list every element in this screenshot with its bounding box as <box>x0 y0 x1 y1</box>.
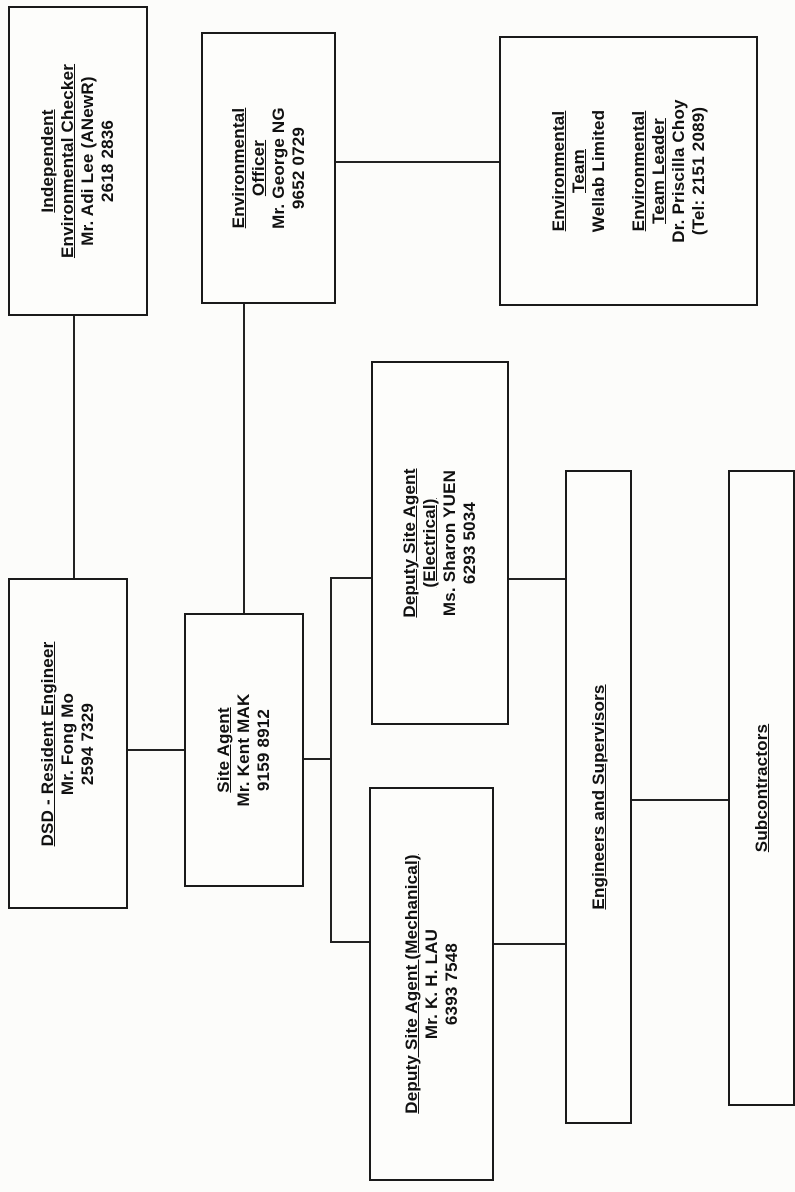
et-leader-name: Dr. Priscilla Choy <box>668 99 688 243</box>
eo-title-line1: Environmental <box>228 107 248 229</box>
subcontractors-box <box>728 470 795 1106</box>
et-company: Wellab Limited <box>588 109 608 233</box>
dsd-phone: 2594 7329 <box>78 702 97 785</box>
et-leader-line2: Team Leader <box>648 118 668 224</box>
deputy-site-agent-mechanical-box <box>369 787 494 1181</box>
eo-title-line2: Officer <box>248 139 268 197</box>
et-team-line1: Environmental <box>548 110 568 232</box>
iec-box <box>8 6 148 316</box>
dsa-mech-phone: 6393 7548 <box>441 942 461 1026</box>
dsa-elec-title-line2: (Electrical) <box>420 498 439 588</box>
iec-name: Mr. Adi Lee (ANewR) <box>78 76 97 246</box>
engineers-supervisors-box <box>565 470 632 1124</box>
connector-bracket-mech <box>330 941 372 943</box>
connector-site-agent-eo <box>243 303 245 613</box>
iec-title-line2: Environmental Checker <box>58 63 77 259</box>
dsd-title: DSD - Resident Engineer <box>38 641 57 846</box>
connector-site-agent-bracket <box>303 758 332 760</box>
connector-engineers-subcontractors <box>631 799 730 801</box>
dsd-name: Mr. Fong Mo <box>58 692 77 795</box>
dsa-elec-name: Ms. Sharon YUEN <box>440 469 459 617</box>
dsa-mech-title: Deputy Site Agent (Mechanical) <box>401 854 421 1114</box>
iec-title-line1: Independent <box>38 109 57 213</box>
dsa-elec-phone: 6293 5034 <box>460 501 479 585</box>
site-agent-phone: 9159 8912 <box>254 708 273 792</box>
connector-eo-et <box>335 161 501 163</box>
et-team-line2: Team <box>568 149 588 193</box>
et-leader-line1: Environmental <box>628 110 648 232</box>
connector-bracket-elec <box>330 577 372 579</box>
connector-mech-engineers <box>493 943 566 945</box>
et-leader-tel: (Tel: 2151 2089) <box>688 106 708 236</box>
eo-phone: 9652 0729 <box>288 126 308 210</box>
site-agent-name: Mr. Kent MAK <box>234 693 253 807</box>
connector-dsd-site-agent <box>128 749 184 751</box>
site-agent-title: Site Agent <box>214 707 233 793</box>
site-agent-box <box>184 613 304 887</box>
eo-name: Mr. George NG <box>268 107 288 229</box>
subcontractors-label: Subcontractors <box>751 723 771 853</box>
environmental-officer-box <box>201 32 336 304</box>
environmental-team-box <box>499 36 758 306</box>
connector-dsd-iec <box>73 314 75 580</box>
deputy-site-agent-electrical-box <box>371 361 509 725</box>
dsa-elec-title-line1: Deputy Site Agent <box>400 468 419 618</box>
dsd-resident-engineer-box <box>8 578 128 909</box>
connector-deputy-bracket <box>330 577 332 943</box>
connector-elec-engineers <box>508 578 566 580</box>
engineers-label: Engineers and Supervisors <box>588 684 608 910</box>
iec-phone: 2618 2836 <box>98 119 117 203</box>
dsa-mech-name: Mr. K. H. LAU <box>421 928 441 1040</box>
